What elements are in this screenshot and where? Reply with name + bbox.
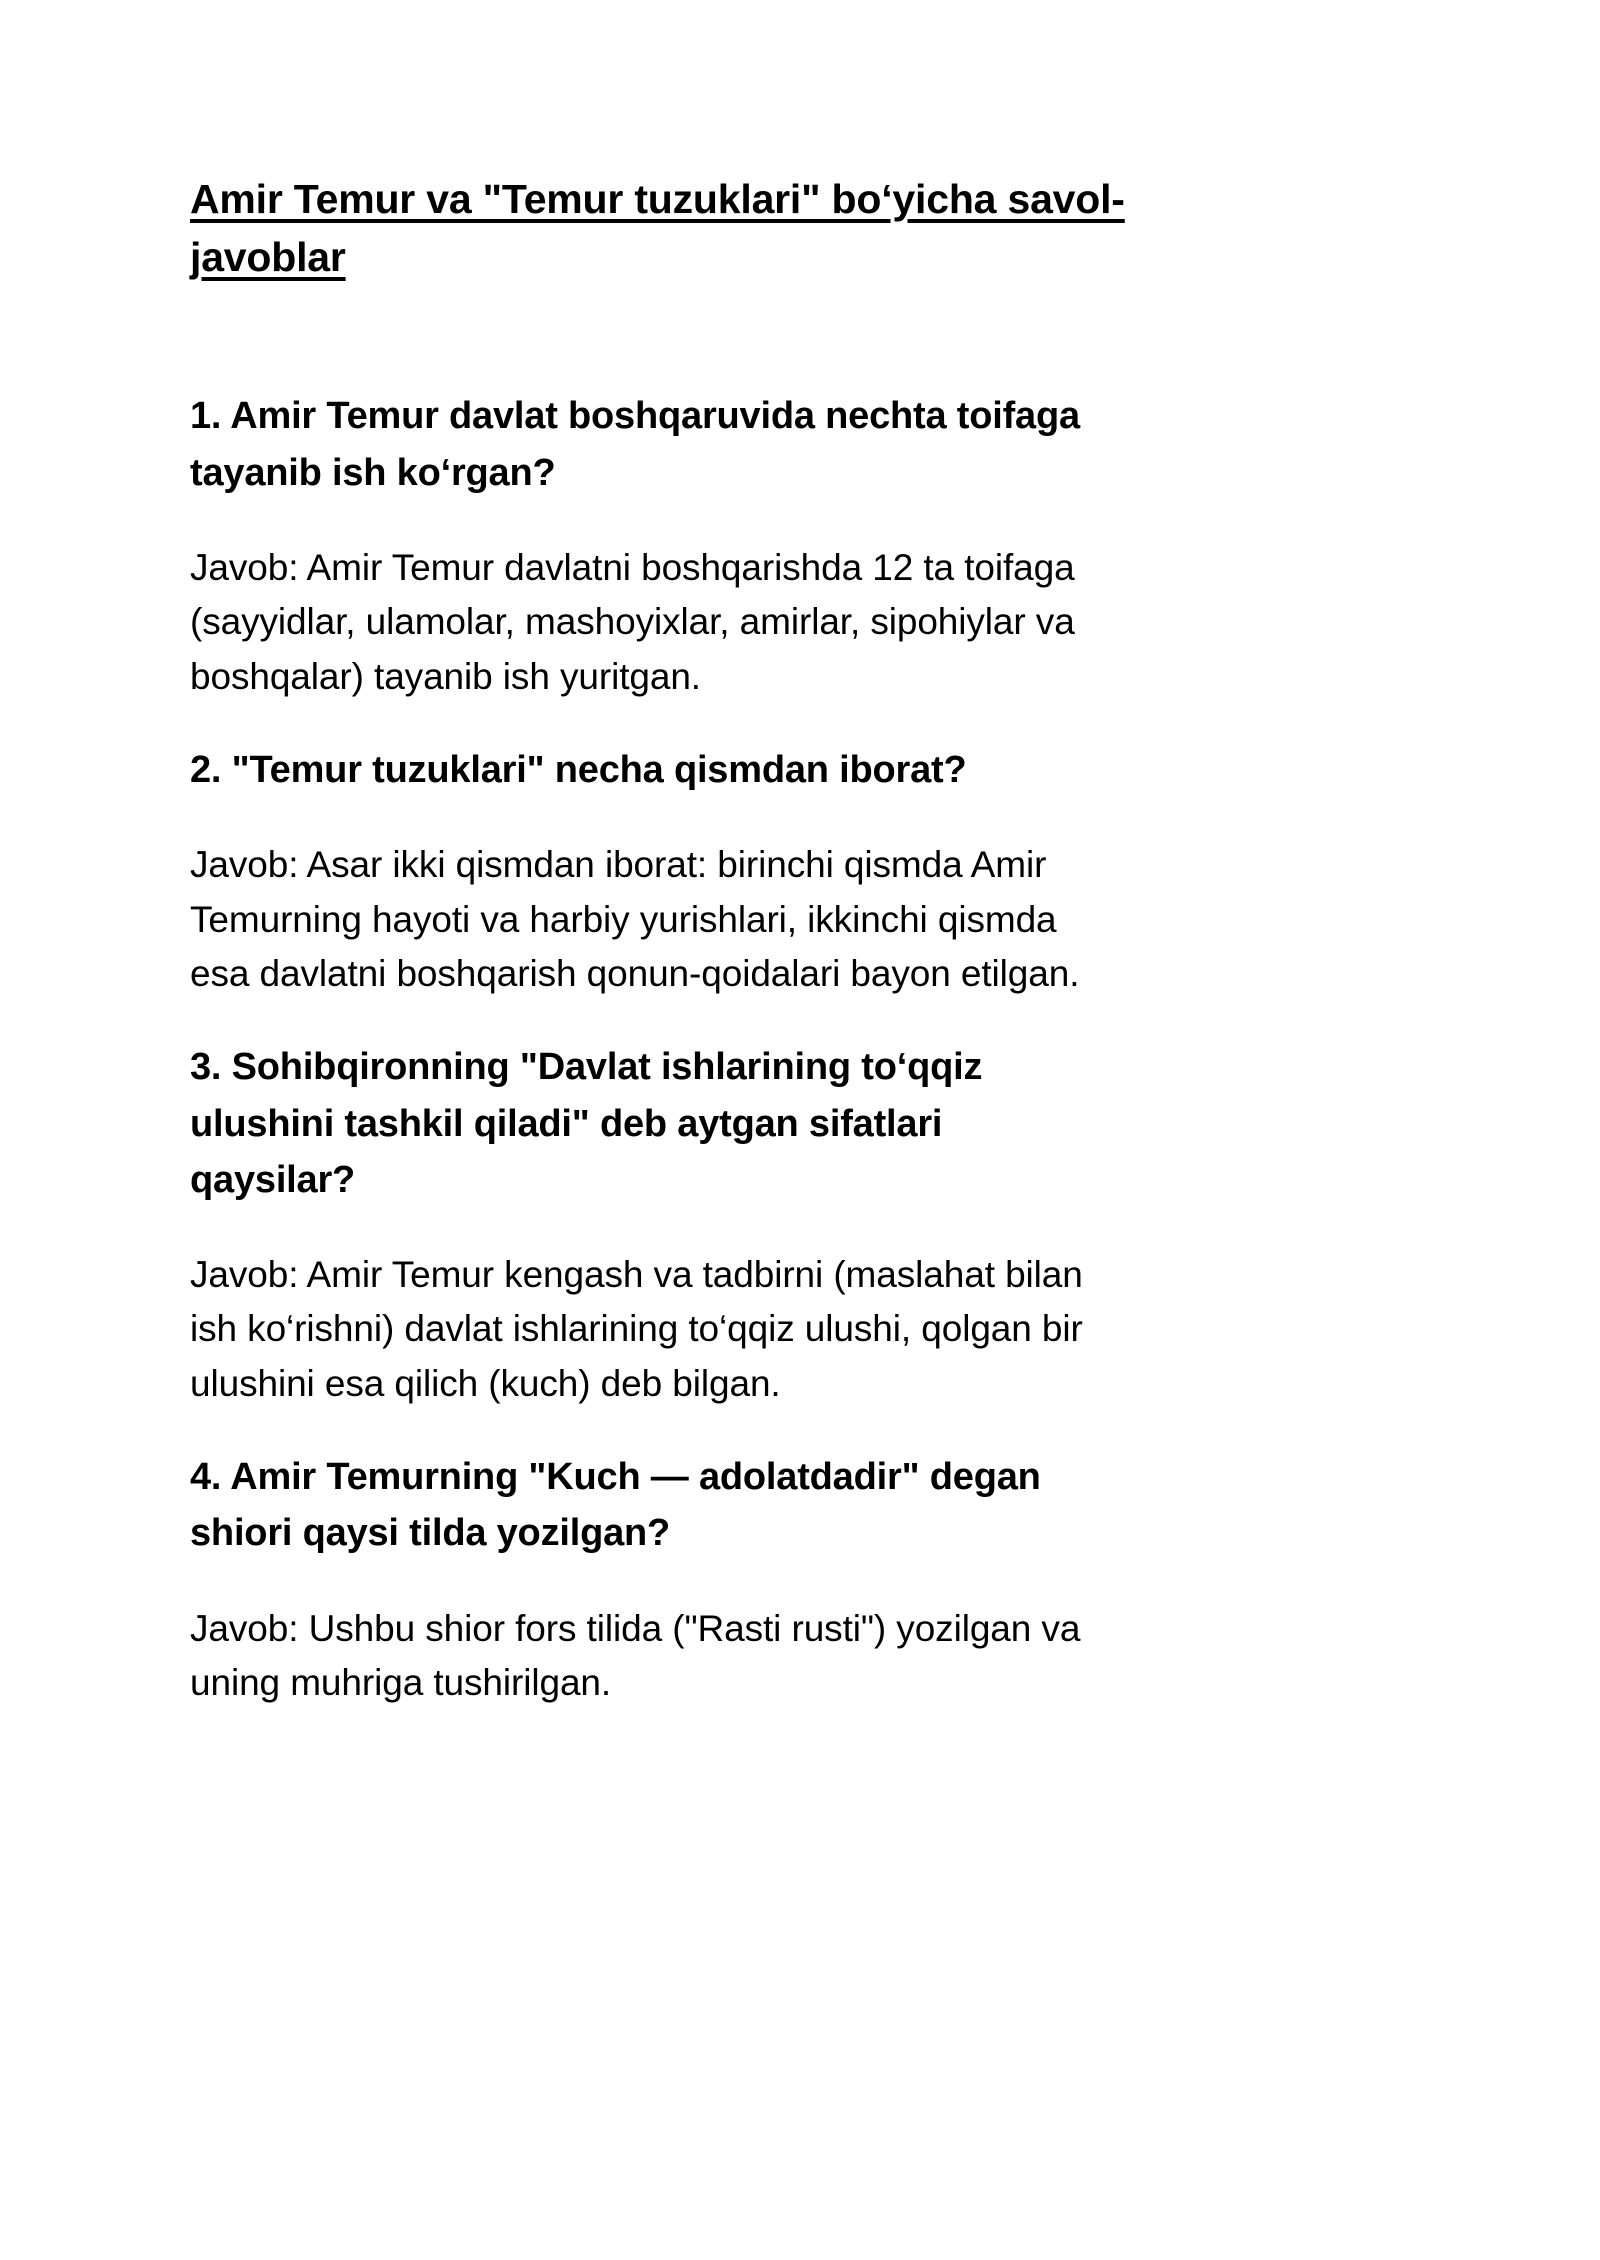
page-title-text: Amir Temur va "Temur tuzuklari" bo‘yicha savol-javoblar <box>190 176 1125 281</box>
answer-paragraph-1: Javob: Amir Temur davlatni boshqarishda 12 ta toifaga (sayyidlar, ulamolar, mashoyixlar, amirlar, sipohiylar va boshqalar) tayanib ish yuritgan. <box>190 546 1075 697</box>
document-body <box>190 170 1370 1710</box>
spacer <box>190 1001 1370 1039</box>
spacer <box>190 286 1370 388</box>
spacer <box>190 501 1370 541</box>
page-title <box>190 170 1155 286</box>
question-heading-1: 1. Amir Temur davlat boshqaruvida nechta toifaga tayanib ish ko‘rgan? <box>190 395 1080 494</box>
spacer <box>190 1411 1370 1449</box>
answer-paragraph-2: Javob: Asar ikki qismdan iborat: birinchi qismda Amir Temurning hayoti va harbiy yurishlari, ikkinchi qismda esa davlatni boshqarish qonun-qoidalari bayon etilgan. <box>190 844 1080 995</box>
answer-paragraph-3: Javob: Amir Temur kengash va tadbirni (maslahat bilan ish ko‘rishni) davlat ishlarining to‘qqiz ulushi, qolgan bir ulushini esa qilich (kuch) deb bilgan. <box>190 1254 1083 1404</box>
spacer <box>190 798 1370 838</box>
answer-paragraph-4: Javob: Ushbu shior fors tilida ("Rasti rusti") yozilgan va uning muhriga tushirilgan. <box>190 1607 1081 1704</box>
question-heading-4: 4. Amir Temurning "Kuch — adolatdadir" degan shiori qaysi tilda yozilgan? <box>190 1456 1041 1555</box>
spacer <box>190 1208 1370 1248</box>
question-heading-2: 2. "Temur tuzuklari" necha qismdan iborat? <box>190 749 967 792</box>
spacer <box>190 1562 1370 1602</box>
spacer <box>190 704 1370 742</box>
question-heading-3: 3. Sohibqironning "Davlat ishlarining to‘qqiz ulushini tashkil qiladi" deb aytgan sifatlari qaysilar? <box>190 1046 983 1201</box>
